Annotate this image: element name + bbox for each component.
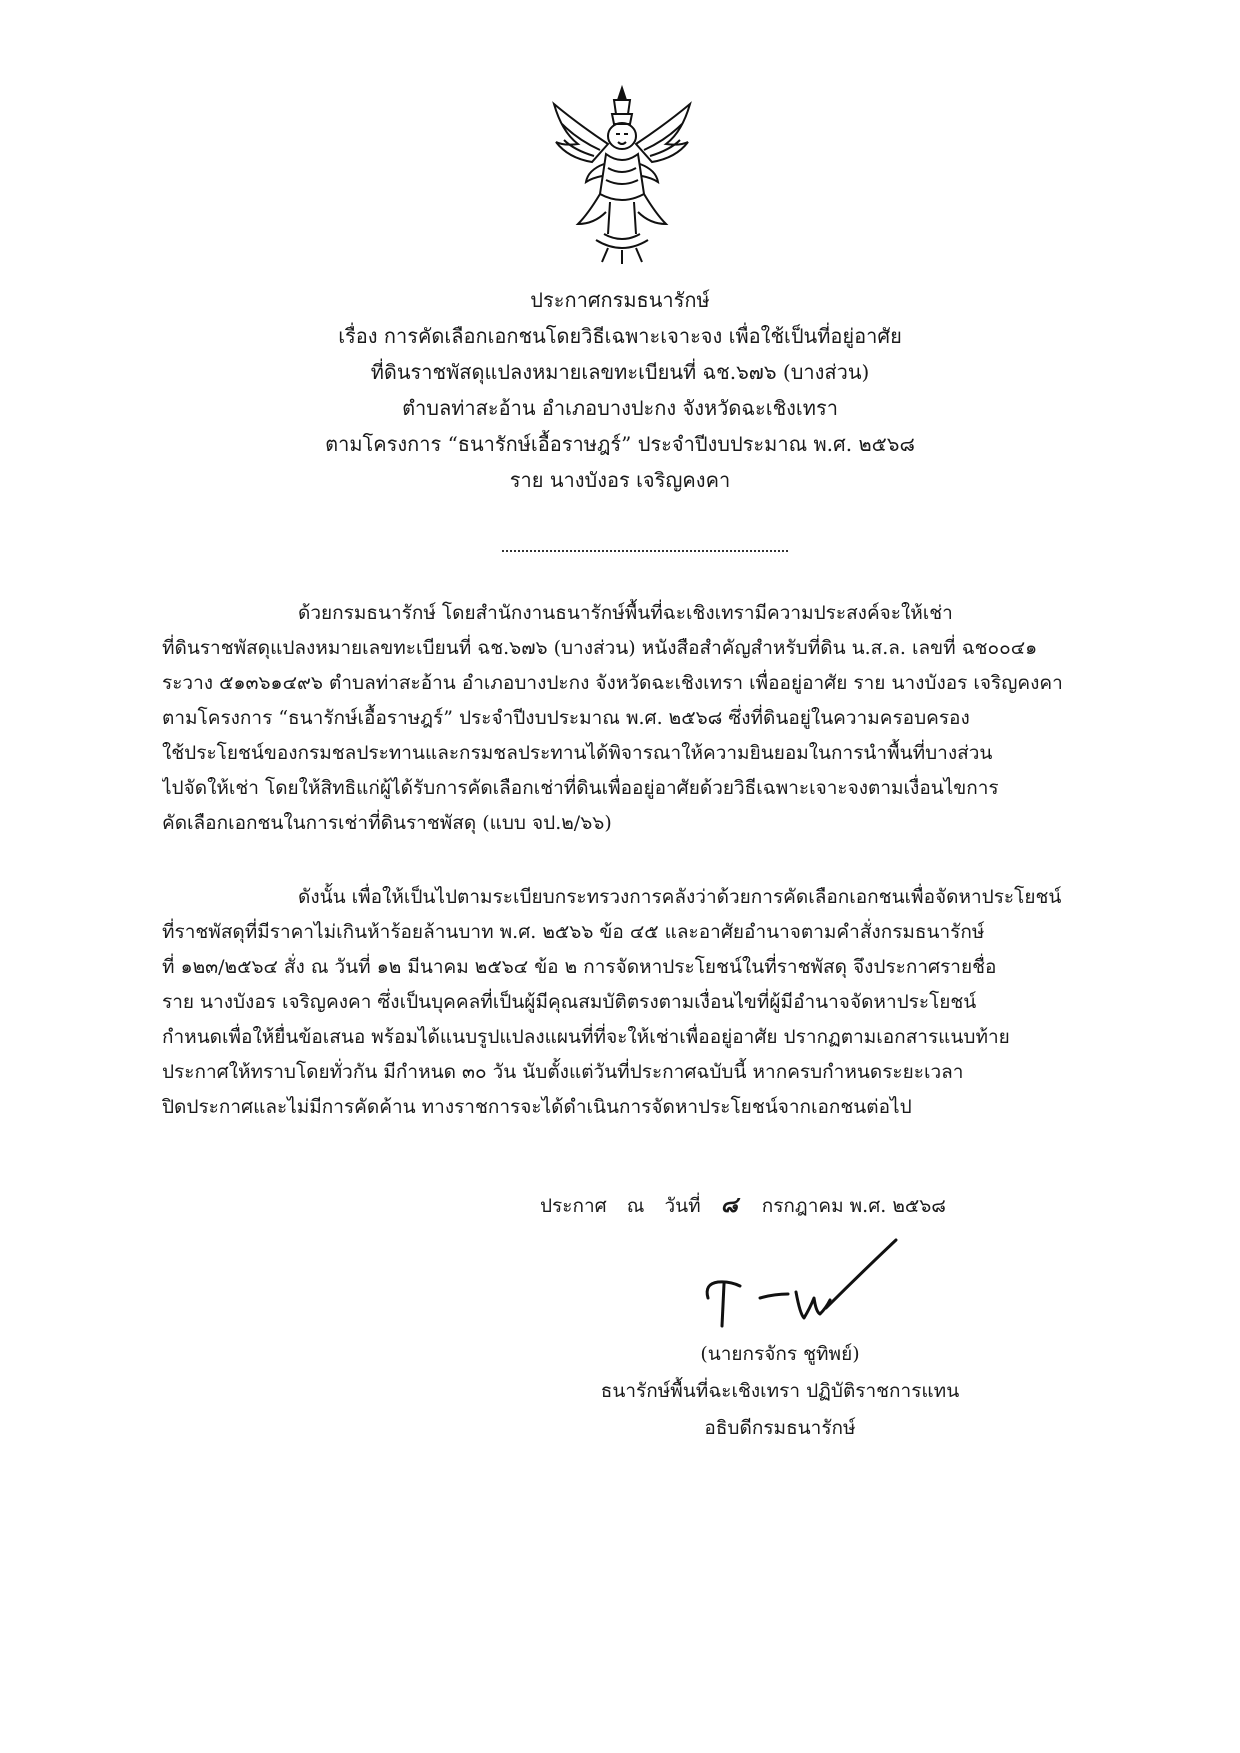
title-line-agency: ประกาศกรมธนารักษ์ <box>530 288 710 312</box>
date-month-year: กรกฎาคม พ.ศ. ๒๕๖๘ <box>761 1195 946 1217</box>
signer-name: (นายกรจักร ชูทิพย์) <box>700 1343 860 1365</box>
paragraph-line: ด้วยกรมธนารักษ์ โดยสำนักงานธนารักษ์พื้นที่ฉะเชิงเทรามีความประสงค์จะให้เช่า <box>298 602 953 624</box>
garuda-emblem-icon <box>548 84 696 266</box>
announcement-date <box>540 1188 960 1223</box>
signer-block <box>540 1336 1020 1447</box>
paragraph-line: ราย นางบังอร เจริญคงคา ซึ่งเป็นบุคคลที่เป็นผู้มีคุณสมบัติตรงตามเงื่อนไขที่ผู้มีอำนาจจัดหาประโยชน์ <box>162 991 977 1013</box>
paragraph-line: ไปจัดให้เช่า โดยให้สิทธิแก่ผู้ได้รับการคัดเลือกเช่าที่ดินเพื่ออยู่อาศัยด้วยวิธีเฉพาะเจาะจงตามเงื่อนไขการ <box>162 777 999 799</box>
paragraph-line: คัดเลือกเอกชนในการเช่าที่ดินราชพัสดุ (แบบ จป.๒/๖๖) <box>162 812 612 834</box>
paragraph-line: ที่ราชพัสดุที่มีราคาไม่เกินห้าร้อยล้านบาท พ.ศ. ๒๕๖๖ ข้อ ๔๕ และอาศัยอำนาจตามคำสั่งกรมธนารักษ์ <box>162 921 985 943</box>
paragraph-line: ตามโครงการ “ธนารักษ์เอื้อราษฎร์” ประจำปีงบประมาณ พ.ศ. ๒๕๖๘ ซึ่งที่ดินอยู่ในความครอบครอง <box>162 707 970 729</box>
date-at: ณ <box>626 1195 645 1217</box>
announcement-title <box>200 282 1040 498</box>
paragraph-line: ใช้ประโยชน์ของกรมชลประทานและกรมชลประทานได้พิจารณาให้ความยินยอมในการนำพื้นที่บางส่วน <box>162 742 993 764</box>
title-line-location: ตำบลท่าสะอ้าน อำเภอบางปะกง จังหวัดฉะเชิงเทรา <box>402 396 838 420</box>
paragraph-2 <box>162 880 1122 1125</box>
date-prefix: ประกาศ <box>540 1195 607 1217</box>
dotted-divider <box>502 550 788 552</box>
paragraph-line: ระวาง ๕๑๓๖๑๔๙๖ ตำบลท่าสะอ้าน อำเภอบางปะกง จังหวัดฉะเชิงเทรา เพื่ออยู่อาศัย ราย นางบังอร เจริญคงคา <box>162 672 1063 694</box>
paragraph-line: ดังนั้น เพื่อให้เป็นไปตามระเบียบกระทรวงการคลังว่าด้วยการคัดเลือกเอกชนเพื่อจัดหาประโยชน์ <box>298 886 1062 908</box>
signer-position: ธนารักษ์พื้นที่ฉะเชิงเทรา ปฏิบัติราชการแทน <box>600 1380 960 1402</box>
title-line-subject: เรื่อง การคัดเลือกเอกชนโดยวิธีเฉพาะเจาะจง เพื่อใช้เป็นที่อยู่อาศัย <box>338 324 902 348</box>
date-day: ๘ <box>720 1192 738 1218</box>
title-line-land: ที่ดินราชพัสดุแปลงหมายเลขทะเบียนที่ ฉช.๖๗๖ (บางส่วน) <box>370 360 870 384</box>
paragraph-line: ประกาศให้ทราบโดยทั่วกัน มีกำหนด ๓๐ วัน นับตั้งแต่วันที่ประกาศฉบับนี้ หากครบกำหนดระยะเวลา <box>162 1061 964 1083</box>
title-line-project: ตามโครงการ “ธนารักษ์เอื้อราษฎร์” ประจำปีงบประมาณ พ.ศ. ๒๕๖๘ <box>325 432 915 456</box>
signer-title: อธิบดีกรมธนารักษ์ <box>704 1417 856 1439</box>
title-line-applicant: ราย นางบังอร เจริญคงคา <box>509 468 731 492</box>
paragraph-line: ปิดประกาศและไม่มีการคัดค้าน ทางราชการจะได้ดำเนินการจัดหาประโยชน์จากเอกชนต่อไป <box>162 1096 912 1118</box>
date-day-label: วันที่ <box>664 1195 701 1217</box>
paragraph-line: กำหนดเพื่อให้ยื่นข้อเสนอ พร้อมได้แนบรูปแปลงแผนที่ที่จะให้เช่าเพื่ออยู่อาศัย ปรากฏตามเอกสารแนบท้าย <box>162 1026 1010 1048</box>
paragraph-line: ที่ ๑๒๓/๒๕๖๔ สั่ง ณ วันที่ ๑๒ มีนาคม ๒๕๖๔ ข้อ ๒ การจัดหาประโยชน์ในที่ราชพัสดุ จึงประกาศรายชื่อ <box>162 956 997 978</box>
paragraph-1 <box>162 596 1122 841</box>
paragraph-line: ที่ดินราชพัสดุแปลงหมายเลขทะเบียนที่ ฉช.๖๗๖ (บางส่วน) หนังสือสำคัญสำหรับที่ดิน น.ส.ล. เลขที่ ฉช๐๐๔๑ <box>162 637 1038 659</box>
